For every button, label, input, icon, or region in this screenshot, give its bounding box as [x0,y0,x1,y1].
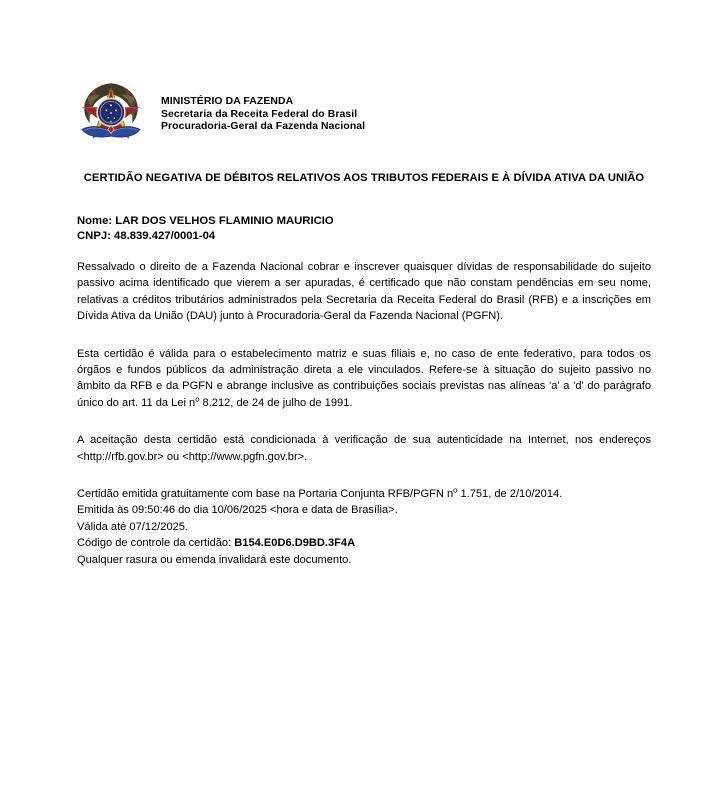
brazil-coat-of-arms-icon [77,78,145,144]
document-header [77,78,365,144]
organization-titles [161,78,365,134]
control-code-label: Código de controle da certidão: [77,537,235,550]
taxpayer-name: Nome: LAR DOS VELHOS FLAMINIO MAURICIO [77,215,334,227]
taxpayer-cnpj: CNPJ: 48.839.427/0001-04 [77,230,216,243]
issuance-details [77,486,651,568]
issuance-datetime: Emitida às 09:50:46 do dia 10/06/2025 <hora e data de Brasília>. [77,504,398,517]
page-title: CERTIDÃO NEGATIVA DE DÉBITOS RELATIVOS AOS TRIBUTOS FEDERAIS E À DÍVIDA ATIVA DA UNIÃO [83,172,645,184]
ministry-name: MINISTÉRIO DA FAZENDA [161,96,294,107]
issuance-basis-text1: Certidão emitida gratuitamente com base na Portaria Conjunta RFB/PGFN n [77,488,454,501]
issuance-basis-text2: 1.751, de 2/10/2014. [457,488,563,501]
control-code-line [77,535,651,551]
control-code-value: B154.E0D6.D9BD.3F4A [234,537,356,550]
secretariat-name: Secretaria da Receita Federal do Brasil [161,108,358,120]
issuance-basis-line [77,486,651,502]
paragraph-validity-scope-text1: Esta certidão é válida para o estabelecimento matriz e suas filiais e, no caso de ente federativo, para todos os órgãos e fundos públicos da administração direta a ele vinculados. Refere-se à situação do sujeito passivo no âmbito da RFB e da PGFN e abrange inclusive as contribuições sociais previstas nas alíneas 'a' a 'd' do parágrafo único do art. 11 da Lei n [77,347,651,409]
paragraph-reservation: Ressalvado o direito de a Fazenda Nacional cobrar e inscrever quaisquer dívidas de responsabilidade do sujeito passivo acima identificado que vierem a ser apuradas, é certificado que não constam pendências em seu nome, relativas a créditos tributários administrados pela Secretaria da Receita Federal do Brasil (RFB) e a inscrições em Dívida Ativa da União (DAU) junto à Procuradoria-Geral da Fazenda Nacional (PGFN). [77,261,651,323]
attorney-general-name: Procuradoria-Geral da Fazenda Nacional [161,121,366,133]
expiration-date: Válida até 07/12/2025. [77,520,189,533]
ordinal-indicator-lei: o [195,394,200,404]
taxpayer-identification [77,214,334,245]
paragraph-validity-scope [77,346,651,412]
paragraph-validity-scope-text2: 8.212, de 24 de julho de 1991. [199,396,353,409]
document-body [77,259,651,568]
paragraph-authenticity: A aceitação desta certidão está condicionada à verificação de sua autenticidade na Internet, nos endereços <http://rfb.gov.br> ou <http://www.pgfn.gov.br>. [77,434,651,463]
tampering-notice: Qualquer rasura ou emenda invalidará este documento. [77,553,352,566]
ordinal-indicator-portaria: o [453,485,458,495]
